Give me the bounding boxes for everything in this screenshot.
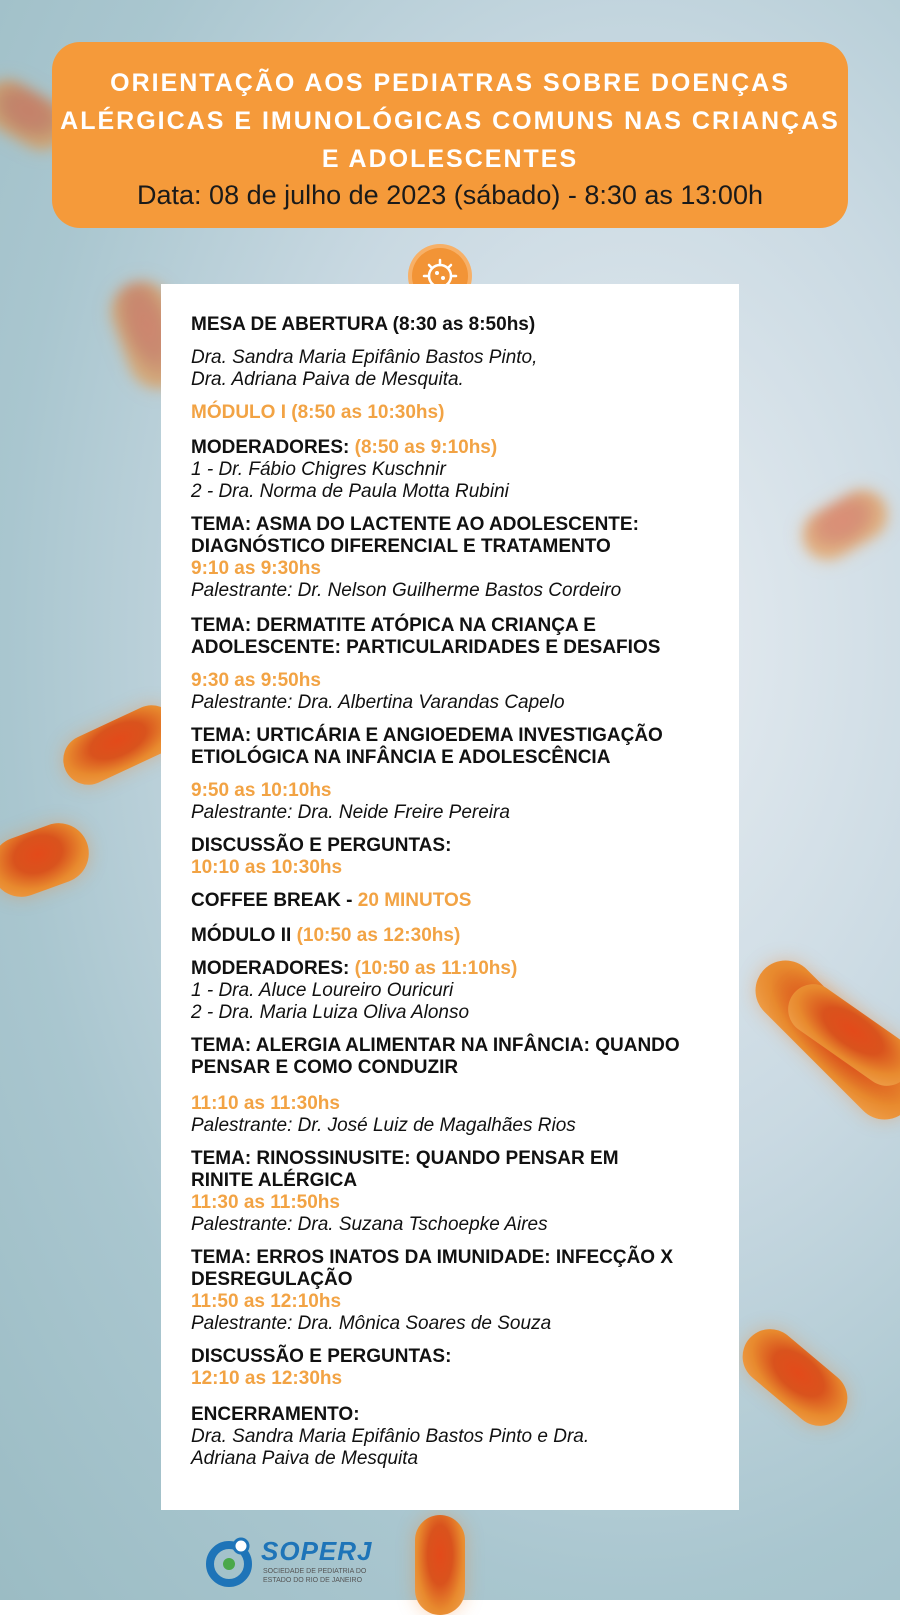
discussion-1 <box>191 835 721 879</box>
module-1-title: MÓDULO I (8:50 as 10:30hs) <box>191 402 445 423</box>
module-1-moderators <box>191 437 721 503</box>
module-2-time: (10:50 as 12:30hs) <box>296 925 461 946</box>
moderator-2: 2 - Dra. Norma de Paula Motta Rubini <box>191 481 509 502</box>
session-title-line: TEMA: DERMATITE ATÓPICA NA CRIANÇA E <box>191 615 596 636</box>
session-time: 9:10 as 9:30hs <box>191 558 321 579</box>
session-title-line: ADOLESCENTE: PARTICULARIDADES E DESAFIOS <box>191 637 661 658</box>
event-title: ORIENTAÇÃO AOS PEDIATRAS SOBRE DOENÇAS ALÉRGICAS E IMUNOLÓGICAS COMUNS NAS CRIANÇAS E ADOLESCENTES <box>60 69 840 173</box>
opening-name-2: Dra. Adriana Paiva de Mesquita. <box>191 369 464 390</box>
moderators-time: (10:50 as 11:10hs) <box>354 958 518 979</box>
session-speaker: Palestrante: Dra. Suzana Tschoepke Aires <box>191 1214 548 1235</box>
coffee-break <box>191 890 721 912</box>
session-title-line: TEMA: ERROS INATOS DA IMUNIDADE: INFECÇÃO X <box>191 1247 674 1268</box>
session-dermatite <box>191 615 721 714</box>
closing-title: ENCERRAMENTO: <box>191 1404 360 1425</box>
module-2-title <box>191 925 721 947</box>
discussion-2 <box>191 1346 721 1390</box>
program-content <box>191 314 721 1481</box>
discussion-time: 12:10 as 12:30hs <box>191 1368 343 1389</box>
discussion-title: DISCUSSÃO E PERGUNTAS: <box>191 835 452 856</box>
session-title-line: PENSAR E COMO CONDUZIR <box>191 1057 459 1078</box>
soperj-emblem-icon <box>205 1534 255 1590</box>
session-title-line: TEMA: ASMA DO LACTENTE AO ADOLESCENTE: <box>191 514 639 535</box>
session-time: 9:30 as 9:50hs <box>191 670 321 691</box>
session-time: 11:50 as 12:10hs <box>191 1291 342 1312</box>
session-speaker: Palestrante: Dra. Neide Freire Pereira <box>191 802 510 823</box>
session-time: 9:50 as 10:10hs <box>191 780 332 801</box>
module-2-moderators <box>191 958 721 1024</box>
opening-title: MESA DE ABERTURA (8:30 as 8:50hs) <box>191 314 536 335</box>
opening-name-1: Dra. Sandra Maria Epifânio Bastos Pinto, <box>191 347 538 368</box>
moderators-time: (8:50 as 9:10hs) <box>354 437 498 458</box>
header-banner <box>52 42 848 228</box>
session-speaker: Palestrante: Dr. José Luiz de Magalhães Rios <box>191 1115 576 1136</box>
coffee-label: COFFEE BREAK - <box>191 890 353 911</box>
session-alergia-alimentar <box>191 1035 721 1137</box>
session-speaker: Palestrante: Dra. Albertina Varandas Capelo <box>191 692 565 713</box>
module-2-label: MÓDULO II <box>191 925 292 946</box>
soperj-logo <box>205 1532 373 1592</box>
session-title-line: DIAGNÓSTICO DIFERENCIAL E TRATAMENTO <box>191 536 611 557</box>
opening-names <box>191 347 721 391</box>
event-date: Data: 08 de julho de 2023 (sábado) - 8:30 as 13:00h <box>137 180 763 210</box>
moderators-label: MODERADORES: <box>191 437 350 458</box>
closing <box>191 1404 721 1470</box>
bacterium-decoration <box>415 1515 465 1615</box>
closing-name-2: Adriana Paiva de Mesquita <box>191 1448 419 1469</box>
moderators-label: MODERADORES: <box>191 958 350 979</box>
program-card <box>161 284 739 1510</box>
closing-name-1: Dra. Sandra Maria Epifânio Bastos Pinto e Dra. <box>191 1426 590 1447</box>
session-time: 11:10 as 11:30hs <box>191 1093 340 1114</box>
moderator-1: 1 - Dr. Fábio Chigres Kuschnir <box>191 459 446 480</box>
session-rinossinusite <box>191 1148 721 1236</box>
moderator-1: 1 - Dra. Aluce Loureiro Ouricuri <box>191 980 454 1001</box>
session-speaker: Palestrante: Dra. Mônica Soares de Souza <box>191 1313 552 1334</box>
session-title-line: TEMA: ALERGIA ALIMENTAR NA INFÂNCIA: QUANDO <box>191 1035 680 1056</box>
session-asma <box>191 514 721 602</box>
moderator-2: 2 - Dra. Maria Luiza Oliva Alonso <box>191 1002 470 1023</box>
session-title-line: ETIOLÓGICA NA INFÂNCIA E ADOLESCÊNCIA <box>191 747 611 768</box>
session-title-line: TEMA: RINOSSINUSITE: QUANDO PENSAR EM <box>191 1148 619 1169</box>
coffee-time: 20 MINUTOS <box>357 890 472 911</box>
session-time: 11:30 as 11:50hs <box>191 1192 340 1213</box>
session-speaker: Palestrante: Dr. Nelson Guilherme Bastos Cordeiro <box>191 580 622 601</box>
session-title-line: DESREGULAÇÃO <box>191 1269 353 1290</box>
discussion-title: DISCUSSÃO E PERGUNTAS: <box>191 1346 452 1367</box>
session-title-line: TEMA: URTICÁRIA E ANGIOEDEMA INVESTIGAÇÃO <box>191 725 663 746</box>
session-erros-inatos <box>191 1247 721 1335</box>
logo-subtitle-2: ESTADO DO RIO DE JANEIRO <box>263 1577 363 1584</box>
logo-name: SOPERJ <box>261 1536 373 1566</box>
session-urticaria <box>191 725 721 824</box>
discussion-time: 10:10 as 10:30hs <box>191 857 343 878</box>
session-title-line: RINITE ALÉRGICA <box>191 1170 358 1191</box>
logo-subtitle-1: SOCIEDADE DE PEDIATRIA DO <box>263 1568 367 1575</box>
